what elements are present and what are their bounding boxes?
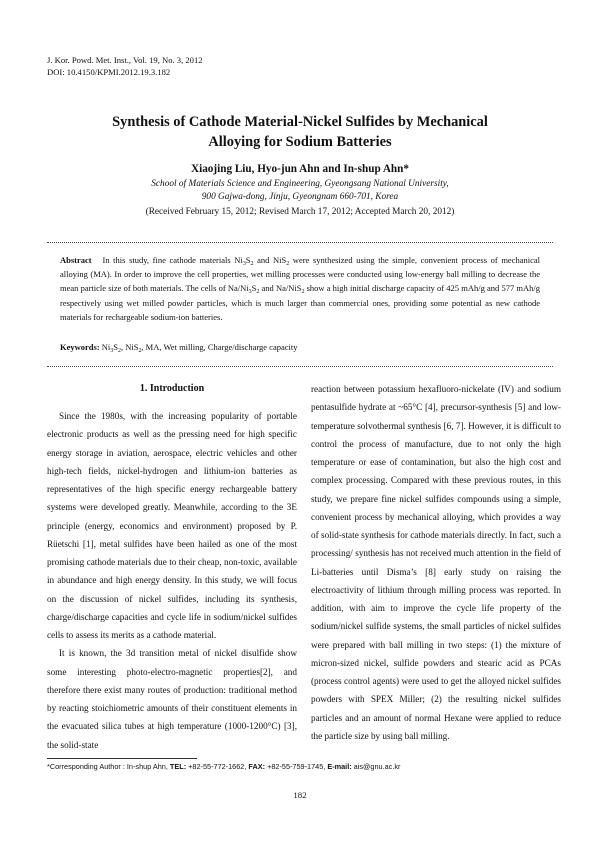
journal-citation: J. Kor. Powd. Met. Inst., Vol. 19, No. 3, 2012 [47,55,203,65]
journal-doi: DOI: 10.4150/KPMI.2012.19.3.182 [47,67,171,77]
divider-top [47,242,553,243]
abstract-sub-2: 2 [250,261,254,267]
page-number: 182 [293,790,307,800]
abstract-sub-6: 2 [301,289,305,296]
abstract-sub-5: 2 [256,289,260,296]
abstract-text-4: were synthesized using the simple, convenient process of mechanical alloying (MA). In order to improve the cell properties, wet milling processes were conducted using low-energy ball milling to decrease the mean particle size of both materials. The cells of Na/Ni [60,255,541,294]
abstract-block [60,253,540,324]
footnote-fax-label: FAX: [248,762,266,771]
abstract-text-3: and NiS [253,255,287,265]
divider-bottom [47,366,553,367]
footnote-divider [47,758,197,759]
received-dates: (Received February 15, 2012; Revised March 17, 2012; Accepted March 20, 2012) [145,207,455,217]
keyword-sub-3: 2 [138,348,142,354]
title-line-2: Alloying for Sodium Batteries [208,134,392,150]
affiliation [60,178,540,204]
abstract-label: Abstract [60,255,92,265]
journal-info [47,54,203,78]
paper-title [60,112,540,152]
abstract-sub-3: 2 [286,261,290,267]
intro-paragraph-3: reaction between potassium hexafluoro-nickelate (IV) and sodium pentasulfide hydrate at ~65°C [4], precursor-synthesis [5] and low-temperature solvothermal synthesis [6, 7]. However, it is difficult to control the process of manufacture, due to not only the high temperature or ease of contamination, but also the high cost and complex processing. Compared with these previous routes, in this study, we prepare fine nickel sulfides compounds using a simple, convenient process by mechanical alloying, which provides a way of solid-state synthesis for cathode materials directly. In fact, such a processing/ synthesis has not received much attention in the field of Li-batteries until Disma’s [8] early study on raising the electroactivity of lithium through milling process was reported. In addition, with aim to improve the cycle life property of the sodium/nickel sulfide systems, the small particles of nickel sulfides were prepared with ball milling in two steps: (1) the mixture of micron-sized nickel, sulfide powders and stearic acid as PCAs (process control agents) were used to get the alloyed nickel sulfides powders with SPEX Miller; (2) the resulting nickel sulfides particles and an amount of normal Hexane were applied to reduce the particle size by using ball milling. [311,384,561,741]
left-column [47,380,297,754]
footnote-tel: +82-55-772-1662, [186,762,249,771]
abstract-text-5: S [251,283,257,294]
abstract-text-7: show a high initial discharge capacity of 425 mAh/g and 577 mAh/g respectively using wet milled powder particles, which is much larger than commercial ones, providing some potential as new cathode materials for rechargeable sodium-ion batteries. [60,283,540,322]
abstract-text-6: and Na/NiS [259,283,302,294]
right-column [311,380,561,745]
footnote-email-label: E-mail: [327,762,352,771]
abstract-sub-1: 3 [242,261,246,267]
keyword-text-3: , NiS [120,342,139,352]
title-line-1: Synthesis of Cathode Material-Nickel Sulfides by Mechanical [112,114,488,130]
corresponding-author-footnote [47,762,553,772]
footnote-email: ais@gnu.ac.kr [351,762,401,771]
footnote-fax: +82-55-759-1745, [265,762,328,771]
footnote-author: *Corresponding Author : In-shup Ahn, [47,762,170,771]
keywords-label: Keywords: [60,342,100,352]
keyword-sub-1: 3 [110,348,114,354]
keywords-line [60,341,540,353]
keyword-text-1: Ni [99,342,111,352]
keyword-text-4: , MA, Wet milling, Charge/discharge capacity [141,342,298,352]
intro-paragraph-1: Since the 1980s, with the increasing popularity of portable electronic products as well as the pressing need for high specific energy storage in aviation, aerospace, electric vehicles and other high-tech fields, nickel-hydrogen and lithium-ion batteries as representatives of the high specific energy rechargeable battery systems were developed greatly. Meanwhile, according to the 3E principle (energy, economics and environment) proposed by P. Rüetschi [1], metal sulfides have been hailed as one of the most promising cathode materials due to their cheap, non-toxic, available in abundance and high energy density. In this study, we will focus on the discussion of nickel sulfides, including its synthesis, charge/discharge capacities and cycle life in sodium/nickel sulfides cells to assess its merits as a cathode material. [47,411,297,640]
author-list: Xiaojing Liu, Hyo-jun Ahn and In-shup Ahn* [191,163,409,175]
section-heading-introduction: 1. Introduction [139,383,205,394]
affiliation-line-2: 900 Gajwa-dong, Jinju, Gyeongnam 660-701, Korea [201,192,399,202]
abstract-sub-4: 3 [248,289,252,296]
footnote-tel-label: TEL: [169,762,187,771]
keyword-sub-2: 2 [118,348,121,354]
abstract-text-1: In this study, fine cathode materials Ni [102,255,243,265]
intro-paragraph-2: It is known, the 3d transition metal of nickel disulfide show some interesting photo-electro-magnetic properties[2], and therefore there exist many routes of production: traditional method by reacting stoichiometric amounts of their constituent elements in the evacuated silica tubes at high temperature (1000-1200°C) [3], the solid-state [47,648,297,750]
keyword-text-2: S [113,342,118,352]
affiliation-line-1: School of Materials Science and Engineering, Gyeongsang National University, [151,179,449,189]
abstract-text-2: S [245,255,251,265]
